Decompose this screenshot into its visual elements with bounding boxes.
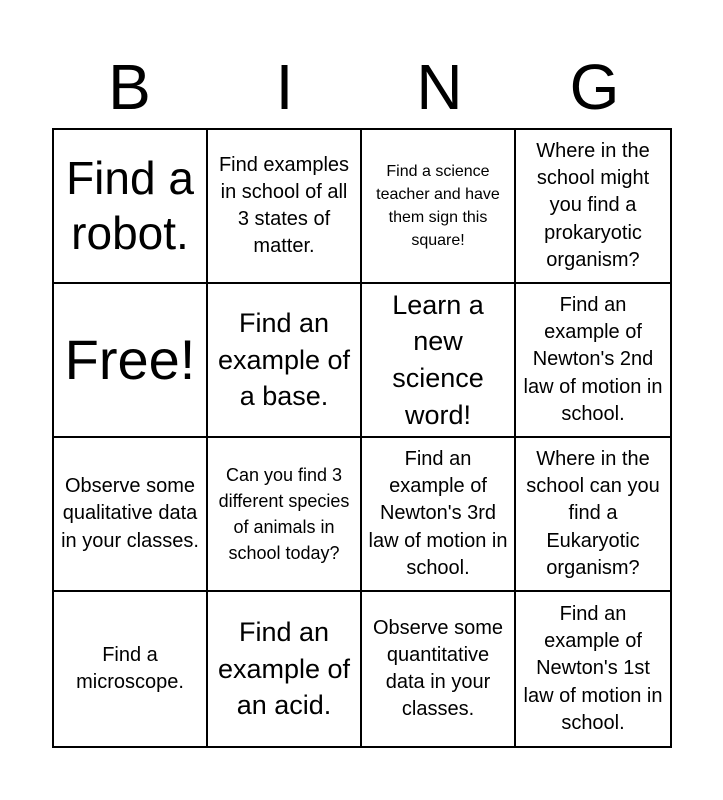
bingo-square-7[interactable] xyxy=(362,284,516,438)
bingo-square-3[interactable] xyxy=(362,130,516,284)
bingo-square-8[interactable] xyxy=(516,284,670,438)
bingo-square-text: Find a microscope. xyxy=(76,643,184,693)
bingo-square-text: Observe some quantitative data in your classes. xyxy=(372,616,504,721)
bingo-square-text: Where in the school might you find a prokaryotic organism? xyxy=(536,140,650,271)
bingo-square-13[interactable] xyxy=(54,592,208,746)
header-letter-i: I xyxy=(275,51,294,123)
bingo-square-text: Find examples in school of all 3 states of matter. xyxy=(218,153,350,258)
bingo-square-text: Observe some qualitative data in your classes. xyxy=(61,475,199,552)
bingo-square-9[interactable] xyxy=(54,438,208,592)
bingo-square-4[interactable] xyxy=(516,130,670,284)
bingo-square-text: Find a robot. xyxy=(66,151,194,259)
bingo-square-text: Find an example of an acid. xyxy=(217,616,351,721)
bingo-square-text: Learn a new science word! xyxy=(392,289,484,430)
bingo-square-text: Find an example of Newton's 2nd law of motion in school. xyxy=(523,294,663,425)
header-letter-b: B xyxy=(108,51,151,123)
bingo-square-15[interactable] xyxy=(362,592,516,746)
bingo-square-text: Find an example of Newton's 3rd law of motion in school. xyxy=(368,448,508,579)
bingo-square-6[interactable] xyxy=(208,284,362,438)
bingo-square-14[interactable] xyxy=(208,592,362,746)
bingo-square-5[interactable] xyxy=(54,284,208,438)
bingo-square-2[interactable] xyxy=(208,130,362,284)
bingo-square-text: Where in the school can you find a Eukaryotic organism? xyxy=(526,448,660,579)
bingo-square-text: Can you find 3 different species of animals in school today? xyxy=(218,464,350,564)
bingo-square-text: Find an example of Newton's 1st law of motion in school. xyxy=(523,603,663,734)
bingo-square-text: Free! xyxy=(64,328,196,392)
bingo-square-16[interactable] xyxy=(516,592,670,746)
bingo-card-grid xyxy=(52,128,672,748)
header-letter-g: G xyxy=(569,51,620,123)
header-letter-n: N xyxy=(416,51,463,123)
bingo-square-10[interactable] xyxy=(208,438,362,592)
bingo-square-text: Find a science teacher and have them sign this square! xyxy=(376,162,500,250)
bingo-square-text: Find an example of a base. xyxy=(217,307,351,412)
bingo-square-11[interactable] xyxy=(362,438,516,592)
bingo-square-12[interactable] xyxy=(516,438,670,592)
bingo-square-1[interactable] xyxy=(54,130,208,284)
bingo-header xyxy=(52,52,672,122)
